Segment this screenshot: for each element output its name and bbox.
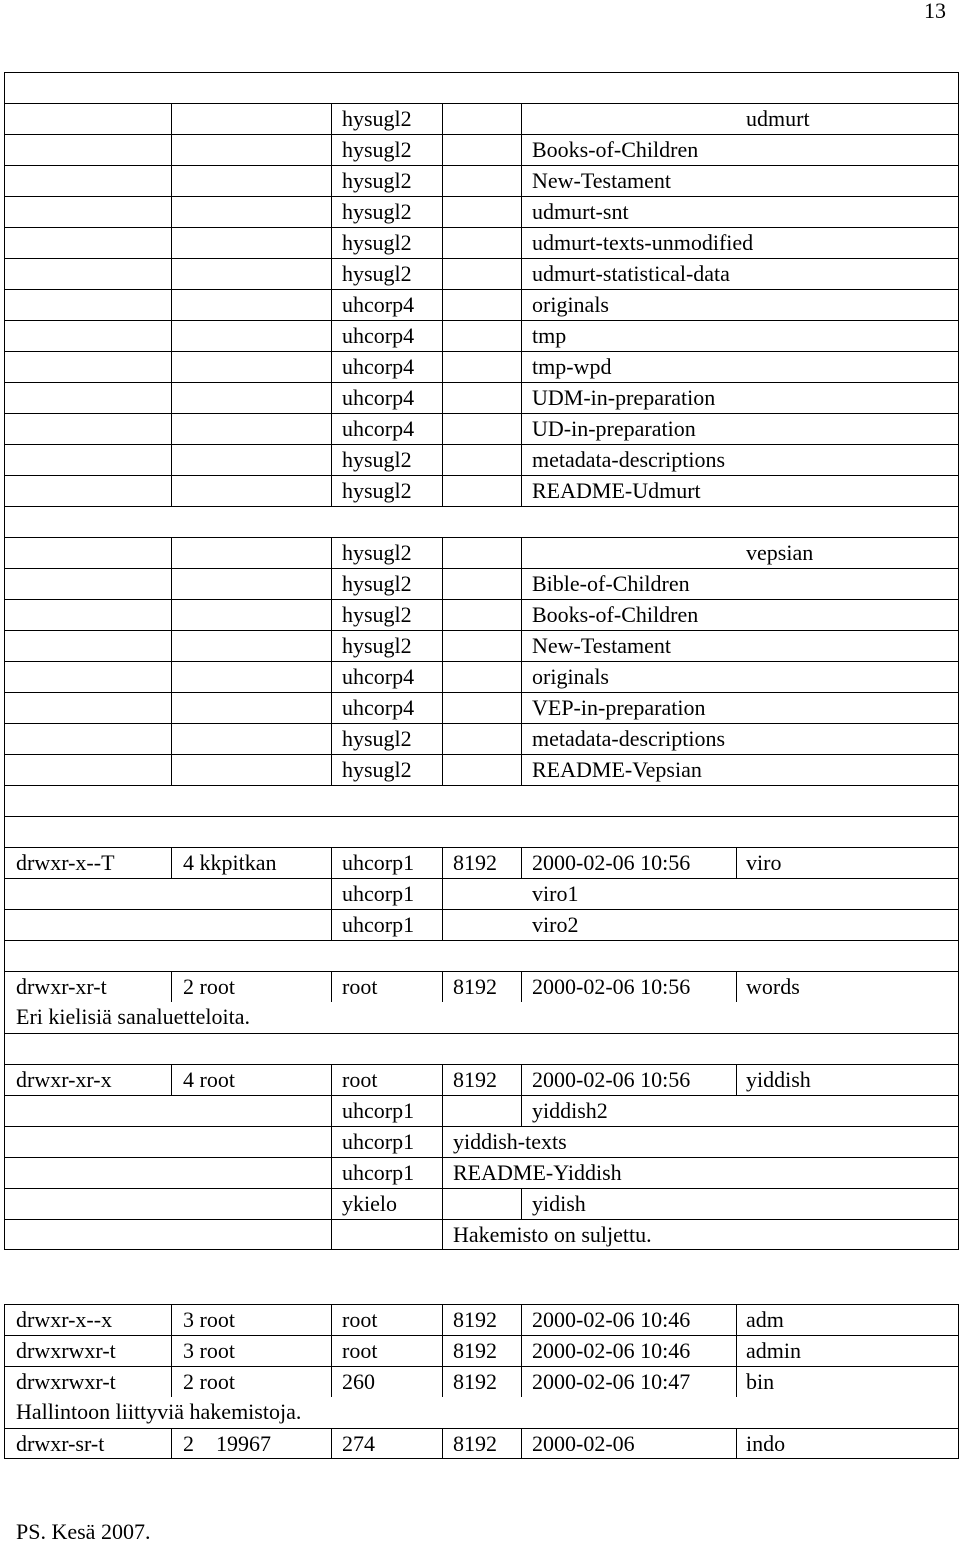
- group-cell: hysugl2: [342, 199, 412, 224]
- file-name-cell: tmp-wpd: [532, 354, 612, 379]
- directory-row: [4, 847, 959, 878]
- directory-row: [4, 1366, 959, 1397]
- cell-divider: [171, 1336, 172, 1366]
- cell-divider: [331, 197, 332, 227]
- file-name-cell: yiddish-texts: [453, 1129, 567, 1154]
- group-cell: 274: [342, 1431, 375, 1456]
- cell-divider: [442, 631, 443, 661]
- cell-divider: [171, 724, 172, 754]
- file-name-cell: udmurt-statistical-data: [532, 261, 730, 286]
- group-cell: root: [342, 974, 378, 999]
- dir-name-cell: admin: [746, 1338, 801, 1363]
- cell-divider: [521, 197, 522, 227]
- file-name-cell: Books-of-Children: [532, 602, 699, 627]
- file-row: [4, 723, 959, 754]
- cell-divider: [171, 538, 172, 568]
- cell-divider: [442, 1367, 443, 1397]
- cell-divider: [442, 1336, 443, 1366]
- permissions-cell: drwxr-x--T: [16, 850, 115, 875]
- cell-divider: [331, 1096, 332, 1126]
- cell-divider: [331, 879, 332, 909]
- cell-divider: [171, 693, 172, 723]
- cell-divider: [521, 631, 522, 661]
- size-cell: 8192: [453, 1369, 497, 1394]
- cell-divider: [171, 662, 172, 692]
- file-name-cell: originals: [532, 292, 609, 317]
- cell-divider: [171, 290, 172, 320]
- file-row: [4, 630, 959, 661]
- cell-divider: [331, 848, 332, 878]
- cell-divider: [331, 1065, 332, 1095]
- cell-divider: [442, 1096, 443, 1126]
- cell-divider: [521, 972, 522, 1002]
- file-name-cell: viro2: [532, 912, 579, 937]
- cell-divider: [521, 228, 522, 258]
- cell-divider: [521, 1189, 522, 1219]
- cell-divider: [442, 135, 443, 165]
- group-cell: ykielo: [342, 1191, 397, 1216]
- cell-divider: [331, 228, 332, 258]
- cell-divider: [442, 662, 443, 692]
- date-cell: 2000-02-06 10:56: [532, 1067, 691, 1092]
- file-row: [4, 1126, 959, 1157]
- date-cell: 2000-02-06 10:46: [532, 1338, 691, 1363]
- cell-divider: [331, 383, 332, 413]
- links-owner-cell: 4 root: [183, 1067, 235, 1092]
- dir-name-cell: vepsian: [746, 540, 814, 565]
- note-row: [4, 1002, 959, 1033]
- file-row: [4, 1188, 959, 1219]
- group-cell: 260: [342, 1369, 375, 1394]
- cell-divider: [331, 476, 332, 506]
- cell-divider: [521, 321, 522, 351]
- cell-divider: [521, 259, 522, 289]
- blank-row: [4, 1033, 959, 1064]
- dir-name-cell: yiddish: [746, 1067, 811, 1092]
- cell-divider: [171, 755, 172, 785]
- cell-divider: [521, 724, 522, 754]
- blank-row: [4, 72, 959, 103]
- file-row: [4, 661, 959, 692]
- file-name-cell: yidish: [532, 1191, 586, 1216]
- group-cell: hysugl2: [342, 726, 412, 751]
- permissions-cell: drwxr-x--x: [16, 1307, 113, 1332]
- cell-divider: [331, 569, 332, 599]
- directory-listing-table: [4, 72, 959, 1250]
- cell-divider: [331, 693, 332, 723]
- cell-divider: [442, 321, 443, 351]
- size-cell: 8192: [453, 974, 497, 999]
- cell-divider: [442, 259, 443, 289]
- description-note: Hakemisto on suljettu.: [453, 1222, 652, 1247]
- file-row: [4, 320, 959, 351]
- file-name-cell: Bible-of-Children: [532, 571, 690, 596]
- file-row: [4, 692, 959, 723]
- file-row: [4, 227, 959, 258]
- cell-divider: [331, 352, 332, 382]
- file-name-cell: metadata-descriptions: [532, 447, 726, 472]
- cell-divider: [171, 135, 172, 165]
- file-name-cell: udmurt-texts-unmodified: [532, 230, 754, 255]
- cell-divider: [521, 1096, 522, 1126]
- file-name-cell: New-Testament: [532, 633, 671, 658]
- cell-divider: [331, 1305, 332, 1335]
- group-cell: hysugl2: [342, 168, 412, 193]
- cell-divider: [521, 1367, 522, 1397]
- file-name-cell: README-Yiddish: [453, 1160, 622, 1185]
- cell-divider: [331, 290, 332, 320]
- file-name-cell: metadata-descriptions: [532, 726, 726, 751]
- cell-divider: [331, 1220, 332, 1249]
- cell-divider: [442, 848, 443, 878]
- cell-divider: [521, 755, 522, 785]
- cell-divider: [171, 631, 172, 661]
- cell-divider: [521, 445, 522, 475]
- cell-divider: [331, 1367, 332, 1397]
- group-cell: hysugl2: [342, 602, 412, 627]
- cell-divider: [521, 476, 522, 506]
- cell-divider: [171, 228, 172, 258]
- dir-name-cell: bin: [746, 1369, 775, 1394]
- note-row: [4, 1397, 959, 1428]
- file-name-cell: yiddish2: [532, 1098, 608, 1123]
- group-cell: uhcorp1: [342, 850, 415, 875]
- cell-divider: [521, 662, 522, 692]
- cell-divider: [521, 1429, 522, 1458]
- cell-divider: [171, 1367, 172, 1397]
- cell-divider: [442, 383, 443, 413]
- cell-divider: [331, 538, 332, 568]
- cell-divider: [442, 1158, 443, 1188]
- cell-divider: [331, 724, 332, 754]
- cell-divider: [521, 600, 522, 630]
- description-note: Hallintoon liittyviä hakemistoja.: [16, 1399, 302, 1424]
- links-owner-cell: 3 root: [183, 1338, 235, 1363]
- dir-name-cell: viro: [746, 850, 782, 875]
- group-cell: uhcorp1: [342, 1160, 415, 1185]
- cell-divider: [171, 445, 172, 475]
- cell-divider: [442, 693, 443, 723]
- group-cell: uhcorp1: [342, 912, 415, 937]
- cell-divider: [171, 848, 172, 878]
- date-cell: 2000-02-06 10:46: [532, 1307, 691, 1332]
- cell-divider: [442, 476, 443, 506]
- size-cell: 8192: [453, 1338, 497, 1363]
- cell-divider: [521, 538, 522, 568]
- cell-divider: [442, 1065, 443, 1095]
- file-name-cell: README-Vepsian: [532, 757, 702, 782]
- cell-divider: [331, 910, 332, 940]
- group-cell: hysugl2: [342, 571, 412, 596]
- file-name-cell: udmurt-snt: [532, 199, 629, 224]
- cell-divider: [171, 1305, 172, 1335]
- permissions-cell: drwxr-xr-x: [16, 1067, 112, 1092]
- file-name-cell: VEP-in-preparation: [532, 695, 706, 720]
- cell-divider: [171, 104, 172, 134]
- cell-divider: [521, 135, 522, 165]
- directory-row: [4, 1064, 959, 1095]
- cell-divider: [521, 1305, 522, 1335]
- cell-divider: [331, 662, 332, 692]
- cell-divider: [521, 290, 522, 320]
- links-owner-cell: 4 kkpitkan: [183, 850, 277, 875]
- group-cell: uhcorp4: [342, 323, 415, 348]
- cell-divider: [521, 166, 522, 196]
- dir-name-cell: indo: [746, 1431, 786, 1456]
- file-name-cell: tmp: [532, 323, 567, 348]
- cell-divider: [331, 1158, 332, 1188]
- links-owner-cell: 2 root: [183, 1369, 235, 1394]
- dir-heading-row: [4, 103, 959, 134]
- cell-divider: [521, 383, 522, 413]
- cell-divider: [442, 879, 443, 909]
- cell-divider: [442, 755, 443, 785]
- cell-divider: [331, 600, 332, 630]
- group-cell: hysugl2: [342, 633, 412, 658]
- cell-divider: [331, 972, 332, 1002]
- cell-divider: [442, 445, 443, 475]
- cell-divider: [331, 1429, 332, 1458]
- blank-row: [4, 816, 959, 847]
- group-cell: uhcorp1: [342, 1098, 415, 1123]
- blank-row: [4, 506, 959, 537]
- cell-divider: [331, 321, 332, 351]
- file-name-cell: viro1: [532, 881, 579, 906]
- group-cell: uhcorp4: [342, 354, 415, 379]
- cell-divider: [171, 352, 172, 382]
- cell-divider: [171, 321, 172, 351]
- cell-divider: [442, 104, 443, 134]
- date-cell: 2000-02-06: [532, 1431, 635, 1456]
- page-number: 13: [924, 0, 946, 23]
- cell-divider: [442, 1127, 443, 1157]
- cell-divider: [442, 414, 443, 444]
- cell-divider: [171, 972, 172, 1002]
- cell-divider: [442, 724, 443, 754]
- cell-divider: [521, 1065, 522, 1095]
- cell-divider: [736, 972, 737, 1002]
- file-row: [4, 475, 959, 506]
- note-row: [4, 1219, 959, 1250]
- group-cell: uhcorp4: [342, 695, 415, 720]
- file-row: [4, 258, 959, 289]
- cell-divider: [736, 1429, 737, 1458]
- permissions-cell: drwxrwxr-t: [16, 1338, 116, 1363]
- group-cell: root: [342, 1307, 378, 1332]
- file-row: [4, 754, 959, 785]
- dir-name-cell: words: [746, 974, 800, 999]
- cell-divider: [521, 414, 522, 444]
- links-owner-cell: 3 root: [183, 1307, 235, 1332]
- file-name-cell: originals: [532, 664, 609, 689]
- cell-divider: [331, 445, 332, 475]
- cell-divider: [442, 166, 443, 196]
- cell-divider: [736, 848, 737, 878]
- file-row: [4, 134, 959, 165]
- file-row: [4, 1095, 959, 1126]
- cell-divider: [442, 1220, 443, 1249]
- file-row: [4, 878, 959, 909]
- cell-divider: [442, 538, 443, 568]
- group-cell: hysugl2: [342, 478, 412, 503]
- size-cell: 8192: [453, 1431, 497, 1456]
- group-cell: hysugl2: [342, 106, 412, 131]
- file-name-cell: README-Udmurt: [532, 478, 701, 503]
- links-owner-cell: 2 root: [183, 974, 235, 999]
- cell-divider: [736, 1065, 737, 1095]
- admin-directory-table: [4, 1304, 959, 1459]
- cell-divider: [331, 135, 332, 165]
- dir-heading-row: [4, 537, 959, 568]
- links-owner-cell: 2 19967: [183, 1431, 271, 1456]
- cell-divider: [442, 1189, 443, 1219]
- cell-divider: [171, 414, 172, 444]
- cell-divider: [442, 290, 443, 320]
- cell-divider: [331, 166, 332, 196]
- file-row: [4, 568, 959, 599]
- file-row: [4, 351, 959, 382]
- cell-divider: [331, 631, 332, 661]
- group-cell: root: [342, 1338, 378, 1363]
- cell-divider: [521, 352, 522, 382]
- cell-divider: [442, 600, 443, 630]
- group-cell: uhcorp4: [342, 664, 415, 689]
- size-cell: 8192: [453, 1307, 497, 1332]
- blank-row: [4, 785, 959, 816]
- cell-divider: [442, 1429, 443, 1458]
- group-cell: uhcorp4: [342, 416, 415, 441]
- file-row: [4, 909, 959, 940]
- cell-divider: [171, 383, 172, 413]
- dir-name-cell: adm: [746, 1307, 784, 1332]
- group-cell: hysugl2: [342, 447, 412, 472]
- cell-divider: [171, 569, 172, 599]
- group-cell: hysugl2: [342, 137, 412, 162]
- file-row: [4, 599, 959, 630]
- cell-divider: [442, 352, 443, 382]
- file-row: [4, 382, 959, 413]
- cell-divider: [331, 414, 332, 444]
- cell-divider: [171, 1429, 172, 1458]
- cell-divider: [736, 1305, 737, 1335]
- cell-divider: [171, 1065, 172, 1095]
- description-note: Eri kielisiä sanaluetteloita.: [16, 1004, 250, 1029]
- cell-divider: [171, 600, 172, 630]
- directory-row: [4, 971, 959, 1002]
- cell-divider: [331, 1127, 332, 1157]
- group-cell: hysugl2: [342, 540, 412, 565]
- cell-divider: [171, 197, 172, 227]
- group-cell: uhcorp4: [342, 292, 415, 317]
- cell-divider: [521, 1336, 522, 1366]
- group-cell: hysugl2: [342, 757, 412, 782]
- file-name-cell: UD-in-preparation: [532, 416, 696, 441]
- date-cell: 2000-02-06 10:56: [532, 850, 691, 875]
- cell-divider: [171, 166, 172, 196]
- file-row: [4, 1157, 959, 1188]
- group-cell: uhcorp1: [342, 1129, 415, 1154]
- group-cell: hysugl2: [342, 261, 412, 286]
- date-cell: 2000-02-06 10:56: [532, 974, 691, 999]
- file-row: [4, 413, 959, 444]
- directory-row: [4, 1428, 959, 1459]
- group-cell: root: [342, 1067, 378, 1092]
- footer-text: PS. Kesä 2007.: [16, 1519, 151, 1544]
- size-cell: 8192: [453, 850, 497, 875]
- cell-divider: [331, 259, 332, 289]
- blank-row: [4, 940, 959, 971]
- directory-row: [4, 1304, 959, 1335]
- file-row: [4, 444, 959, 475]
- file-row: [4, 289, 959, 320]
- cell-divider: [331, 1189, 332, 1219]
- cell-divider: [171, 259, 172, 289]
- cell-divider: [331, 1336, 332, 1366]
- group-cell: uhcorp4: [342, 385, 415, 410]
- cell-divider: [171, 476, 172, 506]
- cell-divider: [442, 910, 443, 940]
- permissions-cell: drwxrwxr-t: [16, 1369, 116, 1394]
- file-row: [4, 196, 959, 227]
- cell-divider: [331, 104, 332, 134]
- dir-name-cell: udmurt: [746, 106, 810, 131]
- permissions-cell: drwxr-sr-t: [16, 1431, 105, 1456]
- cell-divider: [331, 755, 332, 785]
- cell-divider: [442, 1305, 443, 1335]
- cell-divider: [442, 228, 443, 258]
- cell-divider: [736, 1336, 737, 1366]
- cell-divider: [442, 569, 443, 599]
- group-cell: hysugl2: [342, 230, 412, 255]
- cell-divider: [521, 848, 522, 878]
- cell-divider: [736, 1367, 737, 1397]
- directory-row: [4, 1335, 959, 1366]
- file-name-cell: New-Testament: [532, 168, 671, 193]
- size-cell: 8192: [453, 1067, 497, 1092]
- date-cell: 2000-02-06 10:47: [532, 1369, 691, 1394]
- permissions-cell: drwxr-xr-t: [16, 974, 107, 999]
- file-name-cell: UDM-in-preparation: [532, 385, 716, 410]
- cell-divider: [521, 693, 522, 723]
- cell-divider: [521, 569, 522, 599]
- cell-divider: [442, 197, 443, 227]
- group-cell: uhcorp1: [342, 881, 415, 906]
- file-name-cell: Books-of-Children: [532, 137, 699, 162]
- file-row: [4, 165, 959, 196]
- cell-divider: [521, 104, 522, 134]
- cell-divider: [442, 972, 443, 1002]
